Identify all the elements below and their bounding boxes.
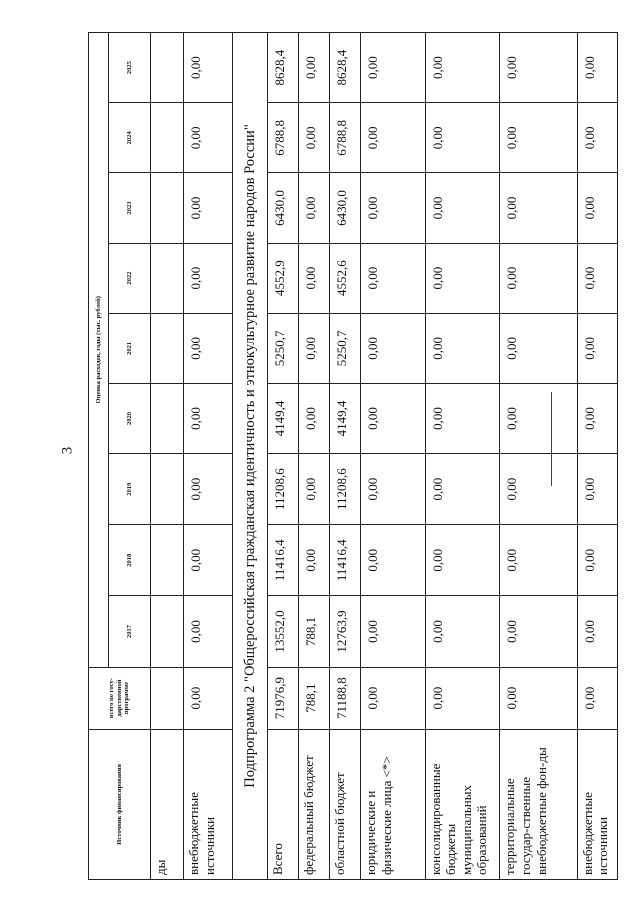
- row-total: 0,00: [184, 667, 233, 729]
- row-value: 6430,0: [268, 173, 299, 243]
- row-label: Всего: [268, 729, 299, 879]
- row-value: 0,00: [184, 313, 233, 383]
- row-value: [151, 454, 184, 525]
- table-body-top: [151, 33, 233, 880]
- row-value: 0,00: [577, 383, 617, 453]
- row-value: 0,00: [577, 596, 617, 667]
- row-value: 0,00: [500, 454, 578, 525]
- row-value: 0,00: [184, 596, 233, 667]
- table-row: [500, 33, 578, 880]
- row-value: 0,00: [500, 173, 578, 243]
- row-value: 0,00: [184, 525, 233, 596]
- table-row: [268, 33, 299, 880]
- row-value: 4552,6: [330, 243, 361, 313]
- row-value: [151, 173, 184, 243]
- row-value: 0,00: [577, 243, 617, 313]
- row-value: 0,00: [425, 173, 500, 243]
- row-value: 0,00: [184, 103, 233, 173]
- row-value: [151, 243, 184, 313]
- row-value: 11416,4: [268, 525, 299, 596]
- row-total: 788,1: [299, 667, 330, 729]
- row-value: 0,00: [299, 243, 330, 313]
- row-value: [151, 525, 184, 596]
- row-label: ды: [151, 729, 184, 879]
- row-label: внебюджетные источники: [184, 729, 233, 879]
- row-value: 0,00: [425, 596, 500, 667]
- row-value: 5250,7: [330, 313, 361, 383]
- row-label: внебюджетные источники: [577, 729, 617, 879]
- row-value: 6788,8: [330, 103, 361, 173]
- row-total: 71976,9: [268, 667, 299, 729]
- table-row: [299, 33, 330, 880]
- table-row: [184, 33, 233, 880]
- row-value: 0,00: [299, 525, 330, 596]
- row-value: 0,00: [361, 173, 425, 243]
- header-year: 2017: [109, 596, 151, 667]
- row-value: 0,00: [361, 313, 425, 383]
- row-value: 0,00: [299, 313, 330, 383]
- row-value: 0,00: [577, 173, 617, 243]
- row-value: 13552,0: [268, 596, 299, 667]
- row-value: 0,00: [500, 243, 578, 313]
- header-source: Источник финансирования: [89, 729, 151, 879]
- row-value: [151, 33, 184, 103]
- header-year: 2022: [109, 243, 151, 313]
- row-value: 0,00: [361, 596, 425, 667]
- row-value: 0,00: [361, 383, 425, 453]
- row-value: 6430,0: [330, 173, 361, 243]
- header-year: 2018: [109, 525, 151, 596]
- row-value: 4149,4: [268, 383, 299, 453]
- row-value: 0,00: [500, 596, 578, 667]
- row-value: 0,00: [425, 454, 500, 525]
- row-value: 0,00: [184, 243, 233, 313]
- row-total: 71188,8: [330, 667, 361, 729]
- row-value: 0,00: [361, 454, 425, 525]
- row-value: 11416,4: [330, 525, 361, 596]
- row-value: 4552,9: [268, 243, 299, 313]
- row-value: 11208,6: [268, 454, 299, 525]
- row-total: 0,00: [577, 667, 617, 729]
- row-value: 0,00: [500, 103, 578, 173]
- row-value: 0,00: [500, 525, 578, 596]
- row-value: 0,00: [184, 33, 233, 103]
- row-value: 0,00: [361, 33, 425, 103]
- subprogram-title: Подпрограмма 2 "Общероссийская гражданская идентичность и этнокультурное развитие народов России": [232, 33, 267, 880]
- row-value: 0,00: [500, 383, 578, 453]
- table-row: [361, 33, 425, 880]
- table-row: [330, 33, 361, 880]
- row-value: 0,00: [184, 454, 233, 525]
- row-value: 0,00: [425, 313, 500, 383]
- row-value: 788,1: [299, 596, 330, 667]
- row-total: 0,00: [361, 667, 425, 729]
- header-year: 2025: [109, 33, 151, 103]
- table-row: [151, 33, 184, 880]
- row-value: 4149,4: [330, 383, 361, 453]
- row-value: 8628,4: [268, 33, 299, 103]
- row-total: [151, 667, 184, 729]
- row-value: 0,00: [425, 103, 500, 173]
- row-value: 0,00: [425, 33, 500, 103]
- header-year: 2024: [109, 103, 151, 173]
- row-value: 0,00: [577, 313, 617, 383]
- row-total: 0,00: [425, 667, 500, 729]
- row-value: 0,00: [299, 33, 330, 103]
- row-value: 5250,7: [268, 313, 299, 383]
- row-value: 0,00: [425, 525, 500, 596]
- page-number: 3: [59, 446, 76, 455]
- row-total: 0,00: [500, 667, 578, 729]
- header-year: 2020: [109, 383, 151, 453]
- row-value: 0,00: [299, 103, 330, 173]
- row-value: 0,00: [425, 243, 500, 313]
- row-label: консолидированные бюджеты муниципальных образований: [425, 729, 500, 879]
- row-value: 12763,9: [330, 596, 361, 667]
- row-value: 0,00: [361, 103, 425, 173]
- row-label: юридические и физические лица <*>: [361, 729, 425, 879]
- row-value: 0,00: [500, 33, 578, 103]
- header-year: 2021: [109, 313, 151, 383]
- row-value: 0,00: [577, 454, 617, 525]
- table-body-bottom: [268, 33, 618, 880]
- row-value: 0,00: [577, 525, 617, 596]
- row-value: 0,00: [500, 313, 578, 383]
- table-row: [425, 33, 500, 880]
- row-value: 11208,6: [330, 454, 361, 525]
- row-label: областной бюджет: [330, 729, 361, 879]
- row-value: 0,00: [184, 173, 233, 243]
- row-value: 8628,4: [330, 33, 361, 103]
- header-year: 2023: [109, 173, 151, 243]
- row-value: 0,00: [577, 33, 617, 103]
- row-value: [151, 383, 184, 453]
- row-value: 0,00: [577, 103, 617, 173]
- row-value: [151, 596, 184, 667]
- financing-table: [88, 32, 618, 880]
- row-value: 0,00: [425, 383, 500, 453]
- row-value: 0,00: [299, 454, 330, 525]
- row-value: [151, 103, 184, 173]
- row-value: 0,00: [361, 525, 425, 596]
- header-year: 2019: [109, 454, 151, 525]
- header-estimate: Оценка расходов, годы (тыс. рублей): [89, 33, 109, 668]
- row-value: [151, 313, 184, 383]
- subprogram-section: [232, 33, 267, 880]
- header-total: всего по госу-дарственной программе: [89, 667, 151, 729]
- row-value: 0,00: [184, 383, 233, 453]
- rotated-table-container: [88, 32, 618, 880]
- row-value: 6788,8: [268, 103, 299, 173]
- row-value: 0,00: [361, 243, 425, 313]
- rotated-table-content: [88, 32, 618, 880]
- row-label: территориальные государ-ственные внебюджетные фон-ды: [500, 729, 578, 879]
- row-value: 0,00: [299, 173, 330, 243]
- handwritten-mark: [551, 392, 552, 486]
- row-label: федеральный бюджет: [299, 729, 330, 879]
- row-value: 0,00: [299, 383, 330, 453]
- table-row: [577, 33, 617, 880]
